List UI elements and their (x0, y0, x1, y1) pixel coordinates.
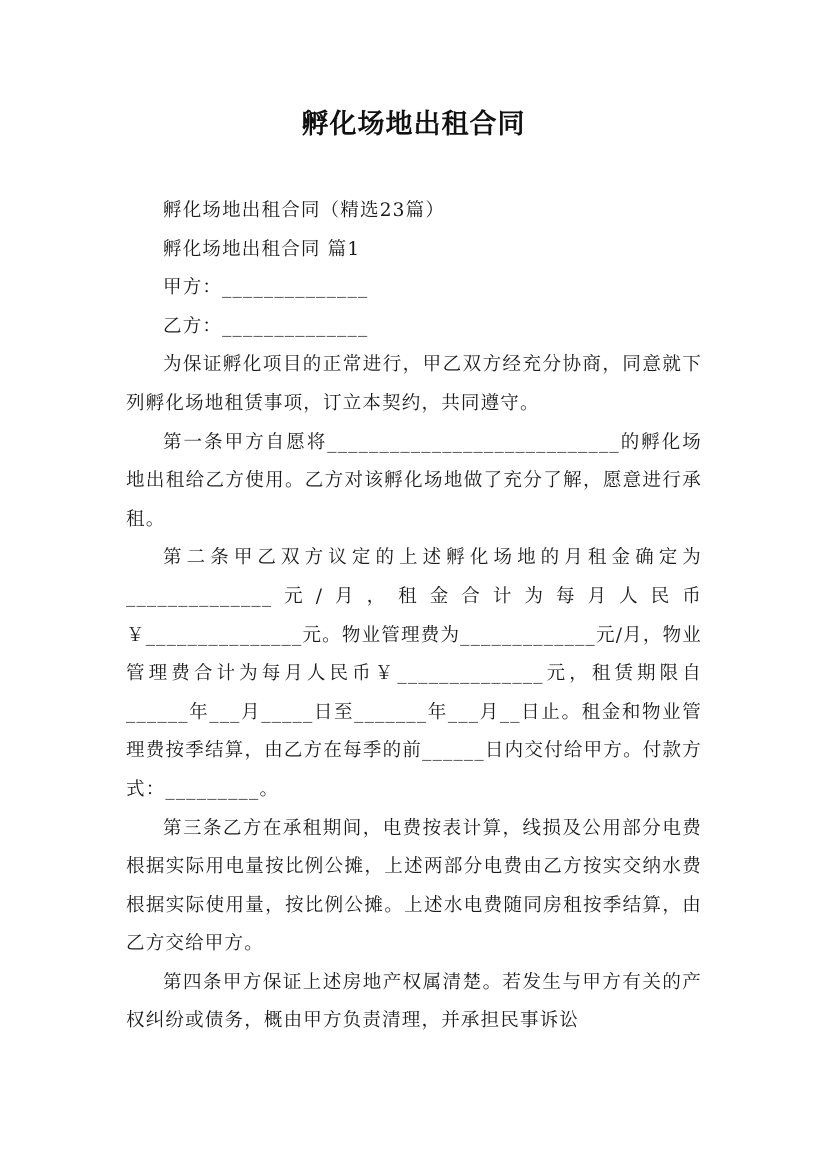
paragraph-preamble: 为保证孵化项目的正常进行，甲乙双方经充分协商，同意就下列孵化场地租赁事项，订立本契约，共同遵守。 (126, 354, 702, 414)
paragraph-subtitle: 孵化场地出租合同（精选23篇） (163, 200, 446, 221)
paragraph-article-4: 第四条甲方保证上述房地产权属清楚。若发生与甲方有关的产权纠纷或债务，概由甲方负责清理，并承担民事诉讼 (126, 971, 702, 1032)
document-body (126, 192, 702, 1041)
paragraph-article-1: 第一条甲方自愿将____________________________的孵化场地出租给乙方使用。乙方对该孵化场地做了充分了解，愿意进行承租。 (126, 431, 702, 530)
paragraph-article-3: 第三条乙方在承租期间，电费按表计算，线损及公用部分电费根据实际用电量按比例公摊，上述两部分电费由乙方按实交纳水费根据实际使用量，按比例公摊。上述水电费随同房租按季结算，由乙方交给甲方。 (126, 817, 702, 955)
paragraph-section-heading: 孵化场地出租合同 篇1 (163, 238, 361, 260)
paragraph-article-2: 第二条甲乙双方议定的上述孵化场地的月租金确定为______________元/月，租金合计为每月人民币￥_______________元。物业管理费为_____________元/月，物业管理费合计为每月人民币￥______________元，租赁期限自______年___月_____日至_______年___月__日止。租金和物业管理费按季结算，由乙方在每季的前______日内交付给甲方。付款方式：_________。 (126, 547, 702, 800)
paragraph-party-b: 乙方：______________ (163, 315, 369, 337)
paragraph-party-a: 甲方：______________ (163, 277, 369, 299)
document-title: 孵化场地出租合同 (301, 109, 526, 140)
